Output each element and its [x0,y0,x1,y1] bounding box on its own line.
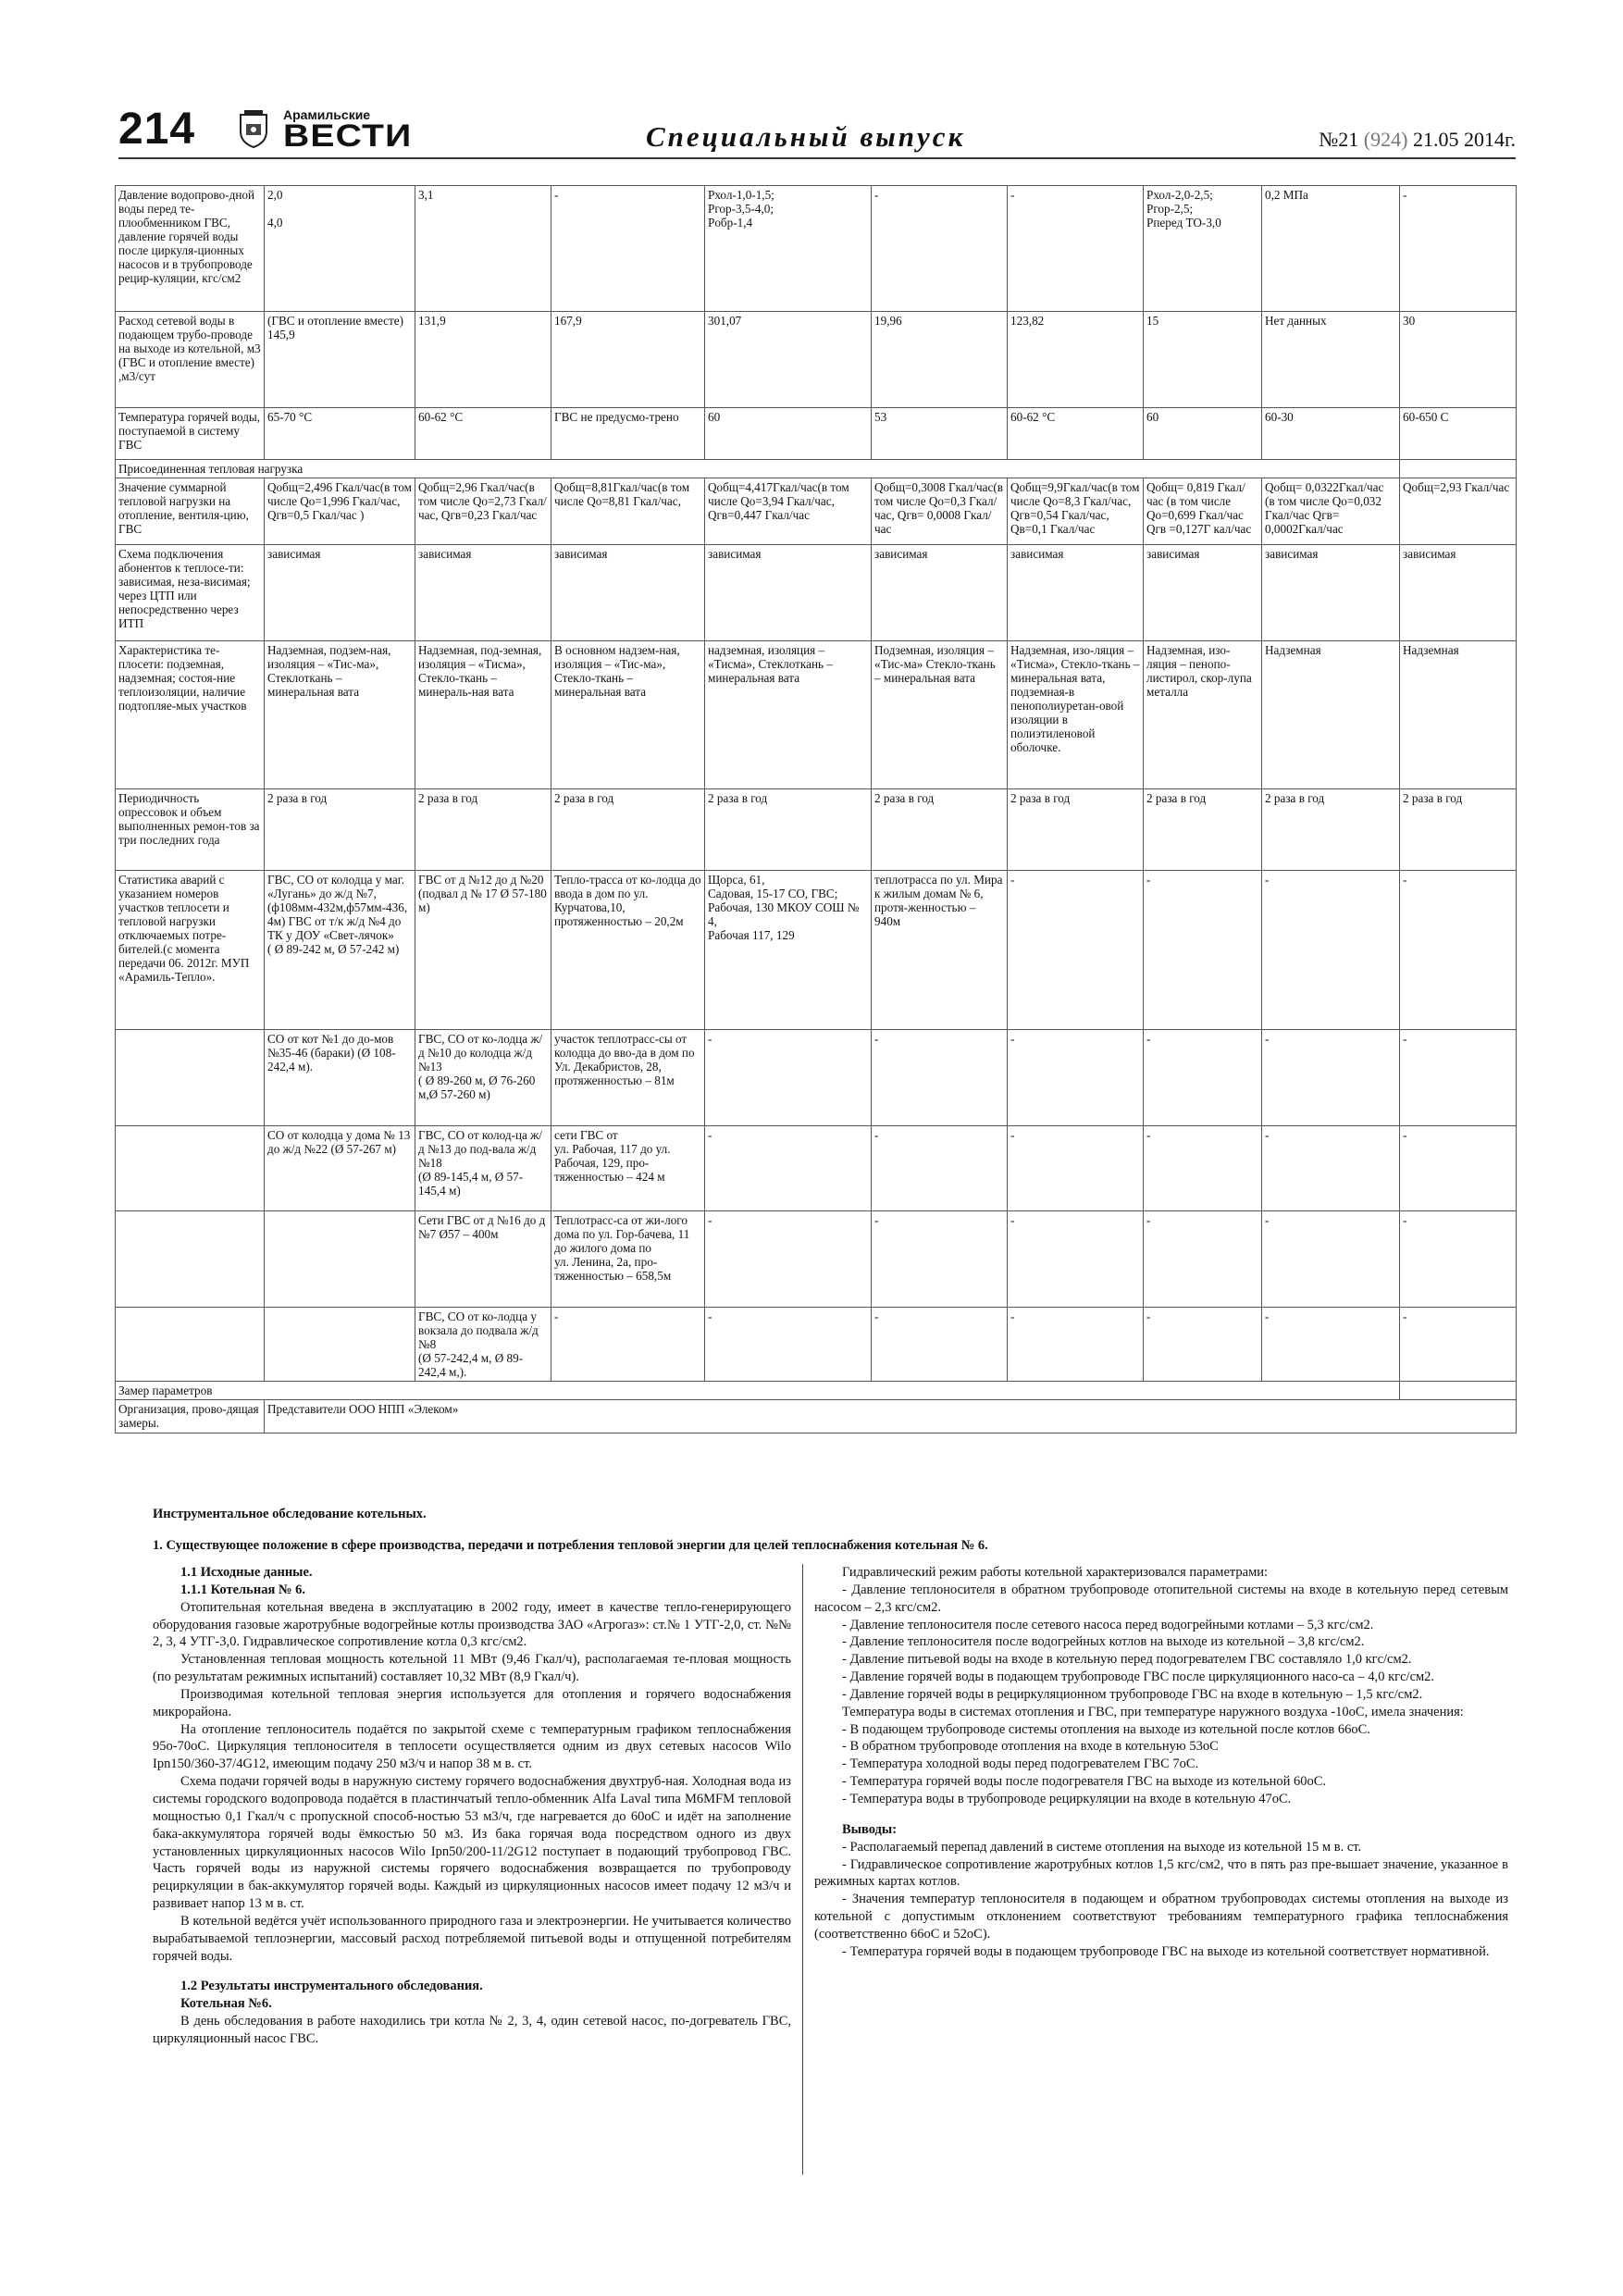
table-cell: Qобщ=0,3008 Гкал/час(в том числе Qо=0,3 Гкал/час, Qгв= 0,0008 Гкал/час [872,478,1008,545]
table-cell: Надземная, под-земная, изоляция – «Тисма», Стекло-ткань – минераль-ная вата [415,641,551,789]
table-row-label: Периодичность опрессовок и объем выполненных ремон-тов за три последних года [116,789,265,871]
table-cell [1400,1382,1517,1400]
table-cell: Теплотрасс-са от жи-лого дома по ул. Гор-бачева, 11 до жилого дома по ул. Ленина, 2а, про-тяженностью – 658,5м [551,1211,705,1308]
paragraph: - Давление теплоносителя после сетевого насоса перед водогрейными котлами – 5,3 кгс/см2. [842,1617,1374,1632]
table-row [116,460,1517,478]
table-cell: Qобщ= 0,0322Гкал/час (в том числе Qо=0,032 Гкал/час Qгв= 0,0002Гкал/час [1262,478,1400,545]
table-cell: - [872,1308,1008,1382]
paragraph: Температура воды в системах отопления и ГВС, при температуре наружного воздуха -10оС, имела значения: [842,1704,1464,1719]
right-column [814,1564,1508,1961]
table-cell: Нет данных [1262,312,1400,408]
table-cell: - [1144,1030,1262,1126]
table-cell [265,1211,415,1308]
table-cell: 60 [705,408,872,460]
paragraph: - Давление горячей воды в подающем трубопроводе ГВС после циркуляционного насо-са – 4,0 кгс/см2. [842,1669,1435,1685]
paragraph: 1.2 Результаты инструментального обследования. [180,1979,483,1994]
paragraph: - Давление питьевой воды на входе в котельную перед подогревателем ГВС составляло 1,0 кгс/см2. [842,1652,1412,1668]
table-cell: - [1262,1030,1400,1126]
table-cell: надземная, изоляция – «Тисма», Стеклоткань – минеральная вата [705,641,872,789]
table-cell: Надземная, изо-ляция – «Тисма», Стекло-ткань – минеральная вата, подземная-в пенополиуретан-овой изоляции в полиэтиленовой оболочке. [1008,641,1144,789]
table-row-label [116,1308,265,1382]
table-row-label [116,1126,265,1211]
table-cell: 123,82 [1008,312,1144,408]
table-cell: 0,2 МПа [1262,186,1400,312]
table-cell: 2 раза в год [1262,789,1400,871]
table-row [116,641,1517,789]
column-divider [802,1564,803,2175]
table-cell: СО от колодца у дома № 13 до ж/д №22 (Ø 57-267 м) [265,1126,415,1211]
paragraph: - В обратном трубопроводе отопления на входе в котельную 53оС [842,1739,1219,1755]
table-row [116,478,1517,545]
table-row [116,789,1517,871]
table-cell: - [1262,1308,1400,1382]
paragraph: Установленная тепловая мощность котельной 11 МВт (9,46 Гкал/ч), располагаемая те-пловая мощность (по результатам режимных испытаний) составляет 10,32 МВт (8,9 Гкал/ч). [153,1652,791,1685]
issue-info [1319,128,1516,152]
table-cell [265,1308,415,1382]
table-cell: - [705,1030,872,1126]
table-row-label: Организация, прово-дящая замеры. [116,1400,265,1433]
paragraph: - Температура воды в трубопроводе рециркуляции на входе в котельную 47оС. [842,1791,1292,1806]
table-cell: зависимая [265,545,415,641]
table-cell: (ГВС и отопление вместе) 145,9 [265,312,415,408]
table-cell: Qобщ=8,81Гкал/час(в том числе Qо=8,81 Гкал/час, [551,478,705,545]
table-cell: 2 раза в год [415,789,551,871]
table-section-header: Присоединенная тепловая нагрузка [116,460,1400,478]
table-cell: - [1008,871,1144,1030]
paragraph: - Располагаемый перепад давлений в системе отопления на выходе из котельной 15 м в. ст. [842,1839,1362,1855]
paragraph: Котельная №6. [180,1996,272,2012]
table-row-label: Расход сетевой воды в подающем трубо-проводе на выходе из котельной, м3 (ГВС и отопление вместе) ,м3/сут [116,312,265,408]
table-cell: - [1262,1211,1400,1308]
table-cell: 2 раза в год [872,789,1008,871]
table-cell: Qобщ=4,417Гкал/час(в том числе Qо=3,94 Гкал/час, Qгв=0,447 Гкал/час [705,478,872,545]
left-column [153,1564,791,2048]
table-cell: зависимая [705,545,872,641]
table-row-label: Статистика аварий с указанием номеров участков теплосети и тепловой нагрузки отключаемых потре-бителей.(с момента передачи 06. 2012г. МУП «Арамиль-Тепло». [116,871,265,1030]
paragraph: - Давление теплоносителя в обратном трубопроводе отопительной системы на входе в котельную перед сетевым насосом – 2,3 кгс/см2. [814,1582,1508,1615]
table-cell: - [1008,1030,1144,1126]
table-cell: - [1262,1126,1400,1211]
section-1-title: 1. Существующее положение в сфере производства, передачи и потребления тепловой энергии для целей теплоснабжения котельная № 6. [153,1538,988,1553]
table-cell: - [1400,1211,1517,1308]
issue-total: (924) [1363,128,1408,151]
table-cell: 60-650 С [1400,408,1517,460]
table-row [116,1308,1517,1382]
table-cell [1400,460,1517,478]
table-cell: зависимая [1144,545,1262,641]
paragraph: - Температура холодной воды перед подогревателем ГВС 7оС. [842,1756,1199,1772]
table-row-label [116,1030,265,1126]
table-cell: Qобщ=2,496 Гкал/час(в том числе Qо=1,996 Гкал/час, Qгв=0,5 Гкал/час ) [265,478,415,545]
paragraph: - В подающем трубопроводе системы отопления на выходе из котельной после котлов 66оС. [842,1721,1370,1737]
table-cell: - [872,1030,1008,1126]
table-cell: Надземная, изо-ляция – пенопо-листирол, скор-лупа металла [1144,641,1262,789]
table-cell: 167,9 [551,312,705,408]
table-cell: ГВС, СО от ко-лодца ж/д №10 до колодца ж/д №13 ( Ø 89-260 м, Ø 76-260 м,Ø 57-260 м) [415,1030,551,1126]
table-cell: Тепло-трасса от ко-лодца до ввода в дом по ул. Курчатова,10, протяженностью – 20,2м [551,871,705,1030]
table-cell: зависимая [415,545,551,641]
table-cell: участок теплотрасс-сы от колодца до вво-да в дом по Ул. Декабристов, 28, протяженностью – 81м [551,1030,705,1126]
table-row-label: Температура горячей воды, поступаемой в систему ГВС [116,408,265,460]
table-cell: ГВС, СО от ко-лодца у вокзала до подвала ж/д №8 (Ø 57-242,4 м, Ø 89-242,4 м,). [415,1308,551,1382]
table-cell: Представители ООО НПП «Элеком» [265,1400,1517,1433]
coat-of-arms-icon [237,109,270,148]
section-name: Специальный выпуск [646,120,966,153]
table-cell: - [872,186,1008,312]
table-row [116,186,1517,312]
table-cell: 15 [1144,312,1262,408]
table-cell: зависимая [1008,545,1144,641]
logo-title: ВЕСТИ [283,118,413,154]
table-row-label [116,1211,265,1308]
table-cell: - [1400,1030,1517,1126]
table-cell: - [551,1308,705,1382]
instrumental-title: Инструментальное обследование котельных. [153,1507,427,1521]
table-cell: зависимая [551,545,705,641]
paragraph: 1.1.1 Котельная № 6. [180,1582,305,1597]
table-row [116,1126,1517,1211]
table-cell: Qобщ=2,96 Гкал/час(в том числе Qо=2,73 Гкал/час, Qгв=0,23 Гкал/час [415,478,551,545]
table-cell: - [705,1126,872,1211]
table-cell: - [1008,1126,1144,1211]
paragraph: Производимая котельной тепловая энергия используется для отопления и горячего водоснабжения микрорайона. [153,1686,791,1719]
paragraph: Выводы: [842,1821,898,1837]
table-row-label: Характеристика те-плосети: подземная, надземная; состоя-ние теплоизоляции, наличие подтопляе-мых участков [116,641,265,789]
table-cell: Qобщ=9,9Гкал/час(в том числе Qо=8,3 Гкал/час, Qгв=0,54 Гкал/час, Qв=0,1 Гкал/час [1008,478,1144,545]
table-cell: 60 [1144,408,1262,460]
table-cell: Pхол-2,0-2,5; Pгор-2,5; Pперед ТО-3,0 [1144,186,1262,312]
table-cell: ГВС, СО от колод-ца ж/д №13 до под-вала ж/д №18 (Ø 89-145,4 м, Ø 57-145,4 м) [415,1126,551,1211]
table-row [116,1211,1517,1308]
table-cell: сети ГВС от ул. Рабочая, 117 до ул. Рабочая, 129, про-тяженностью – 424 м [551,1126,705,1211]
table-cell: 60-62 °С [415,408,551,460]
table-cell: 65-70 °С [265,408,415,460]
table-cell: - [705,1211,872,1308]
table-cell: Qобщ= 0,819 Гкал/час (в том числе Qо=0,699 Гкал/час Qгв =0,127Г кал/час [1144,478,1262,545]
table-cell: зависимая [872,545,1008,641]
table-row-label: Значение суммарной тепловой нагрузки на отопление, вентиля-цию, ГВС [116,478,265,545]
table-cell: СО от кот №1 до до-мов №35-46 (бараки) (Ø 108-242,4 м). [265,1030,415,1126]
table-cell: зависимая [1400,545,1517,641]
table-cell: - [1400,1308,1517,1382]
table-row [116,1382,1517,1400]
table-cell: - [1400,186,1517,312]
paragraph: - Температура горячей воды в подающем трубопроводе ГВС на выходе из котельной соответствует нормативной. [842,1943,1490,1959]
table-cell: - [1008,1308,1144,1382]
table-cell: - [1144,871,1262,1030]
logo-caption: Арамильские [283,107,371,122]
table-cell: зависимая [1262,545,1400,641]
paragraph: Отопительная котельная введена в эксплуатацию в 2002 году, имеет в качестве тепло-генерирующего оборудования газовые жаротрубные водогрейные котлы производства ЗАО «Агрогаз»: ст.№ 1 УТГ-2,0, ст. №№ 2, 3, 4 УТГ-3,0. Гидравлическое сопротивление котла 0,3 кгс/см2. [153,1599,791,1650]
table-cell: 60-30 [1262,408,1400,460]
paragraph: - Давление теплоносителя после водогрейных котлов на выходе из котельной – 3,8 кгс/см2. [842,1634,1365,1650]
table-cell: - [872,1126,1008,1211]
table-row [116,1030,1517,1126]
paragraph: - Гидравлическое сопротивление жаротрубных котлов 1,5 кгс/см2, что в пять раз пре-вышает значение, указанное в режимных картах котлов. [814,1856,1508,1890]
table-cell: 3,1 [415,186,551,312]
issue-number: №21 [1319,128,1359,151]
table-cell: - [705,1308,872,1382]
table-cell: 60-62 °С [1008,408,1144,460]
table-row [116,545,1517,641]
table-cell: 301,07 [705,312,872,408]
paragraph: 1.1 Исходные данные. [180,1565,313,1580]
table-cell: Надземная [1400,641,1517,789]
table-cell: 30 [1400,312,1517,408]
paragraph: В день обследования в работе находились три котла № 2, 3, 4, один сетевой насос, по-догреватель ГВС, циркуляционный насос ГВС. [153,2014,791,2046]
table-cell: Подземная, изоляция – «Тис-ма» Стекло-ткань – минеральная вата [872,641,1008,789]
table-cell: Надземная [1262,641,1400,789]
table-cell: 2 раза в год [265,789,415,871]
table-cell: 2 раза в год [1400,789,1517,871]
table-cell: 53 [872,408,1008,460]
paragraph: Гидравлический режим работы котельной характеризовался параметрами: [842,1565,1269,1580]
table-cell: 2 раза в год [705,789,872,871]
table-cell: ГВС от д №12 до д №20 (подвал д № 17 Ø 57-180 м) [415,871,551,1030]
table-cell: 2 раза в год [1144,789,1262,871]
table-row [116,1400,1517,1433]
paragraph: На отопление теплоноситель подаётся по закрытой схеме с температурным графиком теплоснабжения 95о-70оС. Циркуляция теплоносителя в теплосети осуществляется одним из двух сетевых насосов Wilo Ipn150/360-37/4G12, имеющим подачу 250 м3/ч и напор 38 м в. ст. [153,1721,791,1772]
paragraph: - Давление горячей воды в рециркуляционном трубопроводе ГВС на входе в котельную – 1,5 кгс/см2. [842,1686,1423,1702]
paragraph: Схема подачи горячей воды в наружную систему горячего водоснабжения двухтруб-ная. Холодная вода из системы городского водопровода подаётся в пластинчатый тепло-обменник Alfa Laval типа M6MFM тепловой мощностью 0,1 Гкал/ч с пропускной способ-ностью 53 м3/ч, где нагревается до 60оС и идёт на заполнение бака-аккумулятора горячей воды ёмкостью 50 м3. Из бака горячая вода посредством одного из двух установленных циркуляционных насосов Wilo Ipn50/200-11/2G12 поступает в подающий трубопровод ГВС. Часть горячей воды из наружной системы горячего водоснабжения возвращается по трубопроводу рециркуляции в бак-аккумулятор горячей воды. Каждый из циркуляционных насосов имеет подачу 12 м3/ч и развивает напор 13 м в. ст. [153,1774,791,1912]
table-cell: теплотрасса по ул. Мира к жилым домам № 6, протя-женностью – 940м [872,871,1008,1030]
boiler-data-table [115,185,1517,1433]
page-header [118,102,1516,157]
table-cell: Сети ГВС от д №16 до д №7 Ø57 – 400м [415,1211,551,1308]
issue-date: 21.05 2014г. [1412,128,1516,151]
paragraph: В котельной ведётся учёт использованного природного газа и электроэнергии. Не учитывается количество вырабатываемой теплоэнергии, массовый расход потребляемой питьевой воды и отпущенной потребителям горячей воды. [153,1913,791,1964]
table-row-label: Схема подключения абонентов к теплосе-ти: зависимая, неза-висимая; через ЦТП или непосредственно через ИТП [116,545,265,641]
table-row [116,871,1517,1030]
table-cell: - [1144,1308,1262,1382]
table-row [116,408,1517,460]
table-cell: - [1008,1211,1144,1308]
table-cell: - [1144,1126,1262,1211]
table-cell: Щорса, 61, Садовая, 15-17 СО, ГВС; Рабочая, 130 МКОУ СОШ № 4, Рабочая 117, 129 [705,871,872,1030]
table-row-label: Давление водопрово-дной воды перед те-плообменником ГВС, давление горячей воды после циркуля-ционных насосов и в трубопроводе рецир-куляции, кгс/см2 [116,186,265,312]
table-cell: 19,96 [872,312,1008,408]
table-row [116,312,1517,408]
table-section-header: Замер параметров [116,1382,1400,1400]
table-cell: ГВС, СО от колодца у маг. «Лугань» до ж/д №7, (ф108мм-432м,ф57мм-436,4м) ГВС от т/к ж/д №4 до ТК у ДОУ «Свет-лячок» ( Ø 89-242 м, Ø 57-242 м) [265,871,415,1030]
table-cell: 2,0 4,0 [265,186,415,312]
table-cell: - [1144,1211,1262,1308]
table-cell: - [872,1211,1008,1308]
table-cell: 131,9 [415,312,551,408]
table-cell: Надземная, подзем-ная, изоляция – «Тис-ма», Стеклоткань – минеральная вата [265,641,415,789]
table-cell: Pхол-1,0-1,5; Pгор-3,5-4,0; Pобр-1,4 [705,186,872,312]
table-cell: ГВС не предусмо-трено [551,408,705,460]
paragraph: - Температура горячей воды после подогревателя ГВС на выходе из котельной 60оС. [842,1774,1327,1790]
table-cell: - [1400,871,1517,1030]
paragraph: - Значения температур теплоносителя в подающем и обратном трубопроводах системы отопления на выходе из котельной с допустимым отклонением соответствуют требованиям температурного графика теплоснабжения (соответственно 66оС и 52оС). [814,1892,1508,1942]
table-cell: - [551,186,705,312]
page-number: 214 [118,105,196,154]
table-cell: - [1400,1126,1517,1211]
table-cell: В основном надзем-ная, изоляция – «Тис-ма», Стекло-ткань – минеральная вата [551,641,705,789]
table-cell: 2 раза в год [551,789,705,871]
table-cell: - [1008,186,1144,312]
table-cell: 2 раза в год [1008,789,1144,871]
table-cell: - [1262,871,1400,1030]
table-cell: Qобщ=2,93 Гкал/час [1400,478,1517,545]
header-rule [118,157,1516,159]
